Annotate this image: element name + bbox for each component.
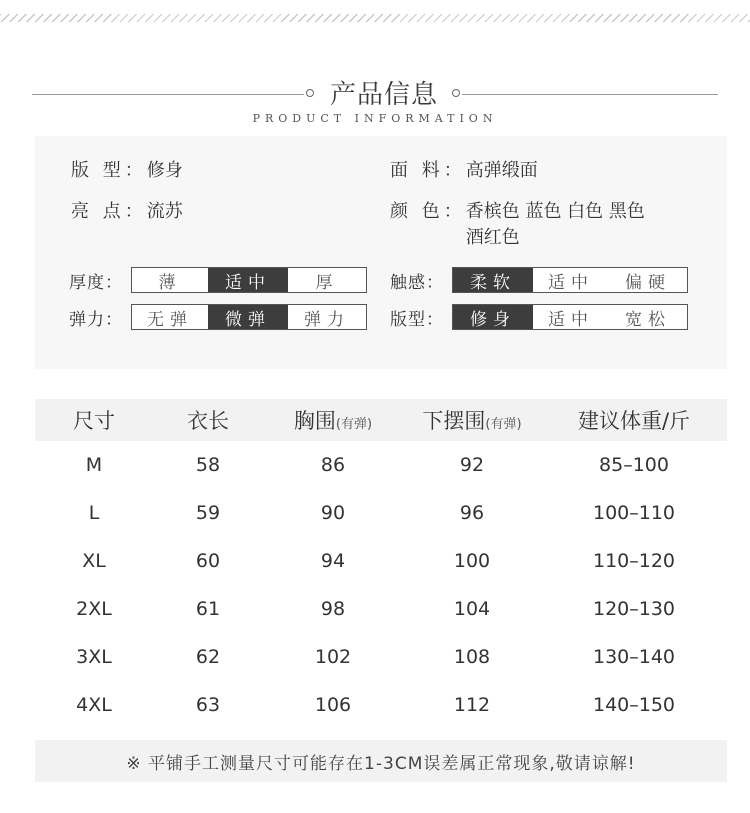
size-table-header — [35, 399, 727, 441]
info-colors-value-line2: 酒红色 — [465, 227, 520, 248]
rating-thickness — [69, 267, 367, 293]
info-highlight — [71, 199, 183, 225]
cell-chest: 86 — [320, 454, 346, 476]
size-table — [35, 399, 727, 729]
cell-hem: 92 — [459, 454, 485, 476]
cell-weight: 85–100 — [599, 454, 669, 476]
rating-fit-type-option: 宽松 — [625, 309, 671, 330]
table-row — [35, 537, 727, 585]
cell-chest: 106 — [314, 694, 352, 716]
info-fit — [71, 158, 183, 184]
measurement-note: ※ 平铺手工测量尺寸可能存在1-3CM误差属正常现象,敬请谅解! — [35, 740, 727, 782]
circle-ornament-left-icon — [306, 89, 314, 97]
rating-fit-type-label: 版型： — [390, 309, 444, 330]
cell-chest: 94 — [320, 550, 346, 572]
rating-fit-type-option: 适中 — [548, 309, 594, 330]
cell-chest: 102 — [314, 646, 352, 668]
rating-elasticity-option: 无弹 — [147, 309, 193, 330]
header-chest — [263, 405, 403, 435]
rating-thickness-label: 厚度： — [69, 272, 123, 293]
header-hem-note: (有弹) — [485, 417, 522, 432]
cell-size: 3XL — [76, 646, 112, 668]
header-length: 衣长 — [187, 409, 229, 433]
rating-fit-type-scale — [452, 304, 688, 330]
info-colors — [390, 199, 696, 251]
cell-length: 59 — [195, 502, 221, 524]
rating-feel-option-selected: 柔软 — [453, 268, 533, 292]
product-info-panel — [35, 136, 727, 369]
info-highlight-value: 流苏 — [146, 201, 183, 222]
circle-ornament-right-icon — [452, 89, 460, 97]
cell-size: L — [88, 502, 100, 524]
table-row — [35, 585, 727, 633]
cell-hem: 100 — [453, 550, 491, 572]
cell-size: XL — [82, 550, 106, 572]
rating-feel-option: 适中 — [548, 272, 594, 293]
cell-length: 60 — [195, 550, 221, 572]
table-row — [35, 681, 727, 729]
header-weight: 建议体重/斤 — [577, 409, 691, 433]
cell-chest: 98 — [320, 598, 346, 620]
rating-elasticity-option-selected: 微弹 — [208, 305, 288, 329]
info-fabric-value: 高弹缎面 — [465, 160, 538, 181]
header-size: 尺寸 — [73, 409, 115, 433]
rating-elasticity-label: 弹力： — [69, 309, 123, 330]
table-row — [35, 633, 727, 681]
rating-thickness-scale — [131, 267, 367, 293]
table-row — [35, 489, 727, 537]
cell-length: 63 — [195, 694, 221, 716]
cell-hem: 96 — [459, 502, 485, 524]
info-fit-label: 版 型： — [71, 160, 147, 181]
cell-length: 61 — [195, 598, 221, 620]
divider-line-right — [462, 94, 718, 95]
cell-size: 2XL — [76, 598, 112, 620]
cell-hem: 112 — [453, 694, 491, 716]
info-highlight-label: 亮 点： — [71, 201, 147, 222]
cell-length: 62 — [195, 646, 221, 668]
info-fabric-label: 面 料： — [390, 160, 466, 181]
cell-size: 4XL — [76, 694, 112, 716]
rating-feel — [390, 267, 688, 293]
cell-hem: 104 — [453, 598, 491, 620]
header-hem — [403, 405, 541, 435]
cell-weight: 140–150 — [592, 694, 676, 716]
section-title: 产品信息 — [329, 80, 438, 110]
rating-feel-scale — [452, 267, 688, 293]
cell-hem: 108 — [453, 646, 491, 668]
cell-weight: 130–140 — [592, 646, 676, 668]
cell-weight: 100–110 — [592, 502, 676, 524]
info-fit-value: 修身 — [146, 160, 183, 181]
rating-thickness-option: 薄 — [158, 272, 182, 293]
cell-length: 58 — [195, 454, 221, 476]
info-colors-value-line1: 香槟色 蓝色 白色 黑色 — [465, 201, 645, 222]
info-fabric — [390, 158, 538, 184]
section-subtitle: PRODUCT INFORMATION — [252, 112, 498, 125]
rating-elasticity-option: 弹力 — [304, 309, 350, 330]
table-row — [35, 441, 727, 489]
cell-chest: 90 — [320, 502, 346, 524]
divider-line-left — [32, 94, 304, 95]
rating-feel-option: 偏硬 — [625, 272, 671, 293]
header-chest-note: (有弹) — [335, 417, 373, 432]
cell-size: M — [85, 454, 103, 476]
decorative-hatch-border — [0, 14, 750, 22]
rating-thickness-option: 厚 — [315, 272, 339, 293]
info-colors-label: 颜 色： — [390, 201, 466, 222]
rating-fit-type — [390, 304, 688, 330]
header-hem-label: 下摆围 — [422, 409, 486, 433]
rating-feel-label: 触感： — [390, 272, 444, 293]
header-chest-label: 胸围 — [293, 409, 336, 433]
rating-elasticity — [69, 304, 367, 330]
cell-weight: 110–120 — [592, 550, 676, 572]
rating-thickness-option-selected: 适中 — [208, 268, 288, 292]
cell-weight: 120–130 — [592, 598, 676, 620]
rating-fit-type-option-selected: 修身 — [453, 305, 533, 329]
rating-elasticity-scale — [131, 304, 367, 330]
